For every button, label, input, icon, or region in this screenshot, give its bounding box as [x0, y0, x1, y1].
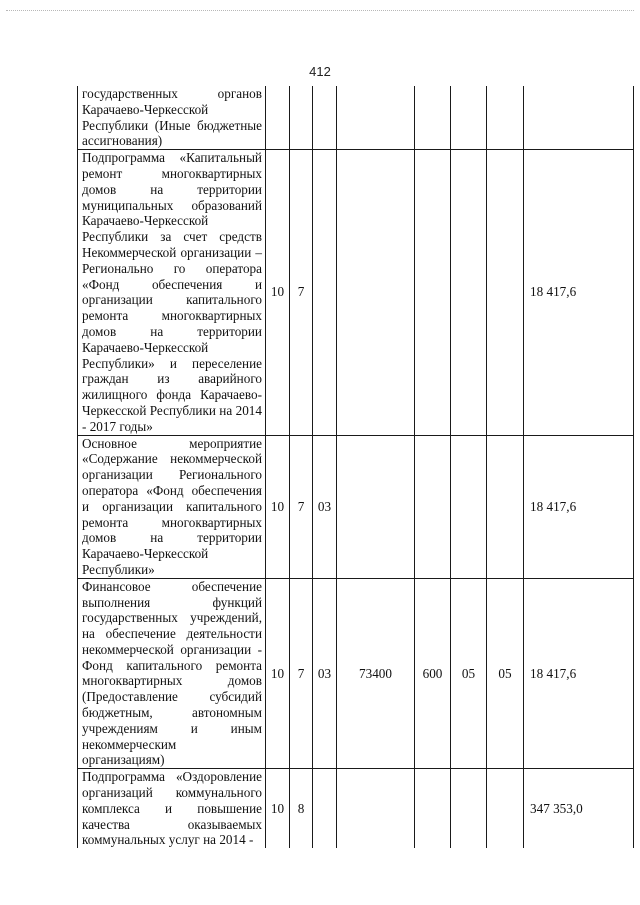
row-code-3 [313, 150, 337, 435]
row-code-7: 05 [487, 578, 524, 769]
row-code-5 [415, 769, 451, 848]
row-code-6: 05 [451, 578, 487, 769]
row-code-4 [337, 86, 415, 150]
table-row [78, 578, 634, 769]
row-name-cell: Финансовое обеспечение выполнения функций государственных учреждений, на обеспечение деятельности некоммерческой организации - Фонд капитального ремонта многоквартирных домов (Предоставление субсидий бюджетным, автономным учреждениям и иным некоммерческим организациям) [78, 578, 266, 769]
page-number: 412 [309, 64, 331, 79]
row-code-3 [313, 769, 337, 848]
row-code-6 [451, 769, 487, 848]
row-code-3 [313, 86, 337, 150]
row-code-2: 7 [290, 578, 313, 769]
budget-table [77, 86, 634, 848]
row-amount: 18 417,6 [524, 150, 634, 435]
row-code-1: 10 [266, 435, 290, 578]
row-code-7 [487, 769, 524, 848]
row-code-1: 10 [266, 578, 290, 769]
row-code-4: 73400 [337, 578, 415, 769]
row-code-4 [337, 769, 415, 848]
row-code-6 [451, 435, 487, 578]
row-code-2: 8 [290, 769, 313, 848]
row-code-2 [290, 86, 313, 150]
row-name-cell: Подпрограмма «Оздоровление организаций коммунального комплекса и повышение качества оказываемых коммунальных услуг на 2014 - [78, 769, 266, 848]
row-amount: 18 417,6 [524, 578, 634, 769]
row-amount: 18 417,6 [524, 435, 634, 578]
row-code-4 [337, 435, 415, 578]
row-name-cell: Основное мероприятие «Содержание некоммерческой организации Регионального оператора «Фонд обеспечения и организации капитального ремонта многоквартирных домов на территории Карачаево-Черкесской Республики» [78, 435, 266, 578]
row-code-6 [451, 86, 487, 150]
row-code-7 [487, 150, 524, 435]
row-code-5 [415, 150, 451, 435]
table-row [78, 150, 634, 435]
row-code-5: 600 [415, 578, 451, 769]
table-row [78, 86, 634, 150]
scan-edge-artifact [6, 10, 634, 17]
row-code-5 [415, 435, 451, 578]
row-code-3: 03 [313, 435, 337, 578]
row-code-6 [451, 150, 487, 435]
row-code-1 [266, 86, 290, 150]
row-name-cell: государственных органов Карачаево-Черкесской Республики (Иные бюджетные ассигнования) [78, 86, 266, 150]
row-amount [524, 86, 634, 150]
row-code-7 [487, 86, 524, 150]
row-code-2: 7 [290, 150, 313, 435]
row-code-5 [415, 86, 451, 150]
row-code-7 [487, 435, 524, 578]
row-code-1: 10 [266, 150, 290, 435]
row-code-4 [337, 150, 415, 435]
row-amount: 347 353,0 [524, 769, 634, 848]
row-code-2: 7 [290, 435, 313, 578]
row-code-3: 03 [313, 578, 337, 769]
row-code-1: 10 [266, 769, 290, 848]
row-name-cell: Подпрограмма «Капитальный ремонт многоквартирных домов на территории муниципальных образований Карачаево-Черкесской Республики за счет средств Некоммерческой организации – Регионально го оператора «Фонд обеспечения и организации капитального ремонта многоквартирных домов на территории Карачаево-Черкесской Республики» и переселение граждан из аварийного жилищного фонда Карачаево-Черкесской Республики на 2014 - 2017 годы» [78, 150, 266, 435]
table-row [78, 769, 634, 848]
table-row [78, 435, 634, 578]
